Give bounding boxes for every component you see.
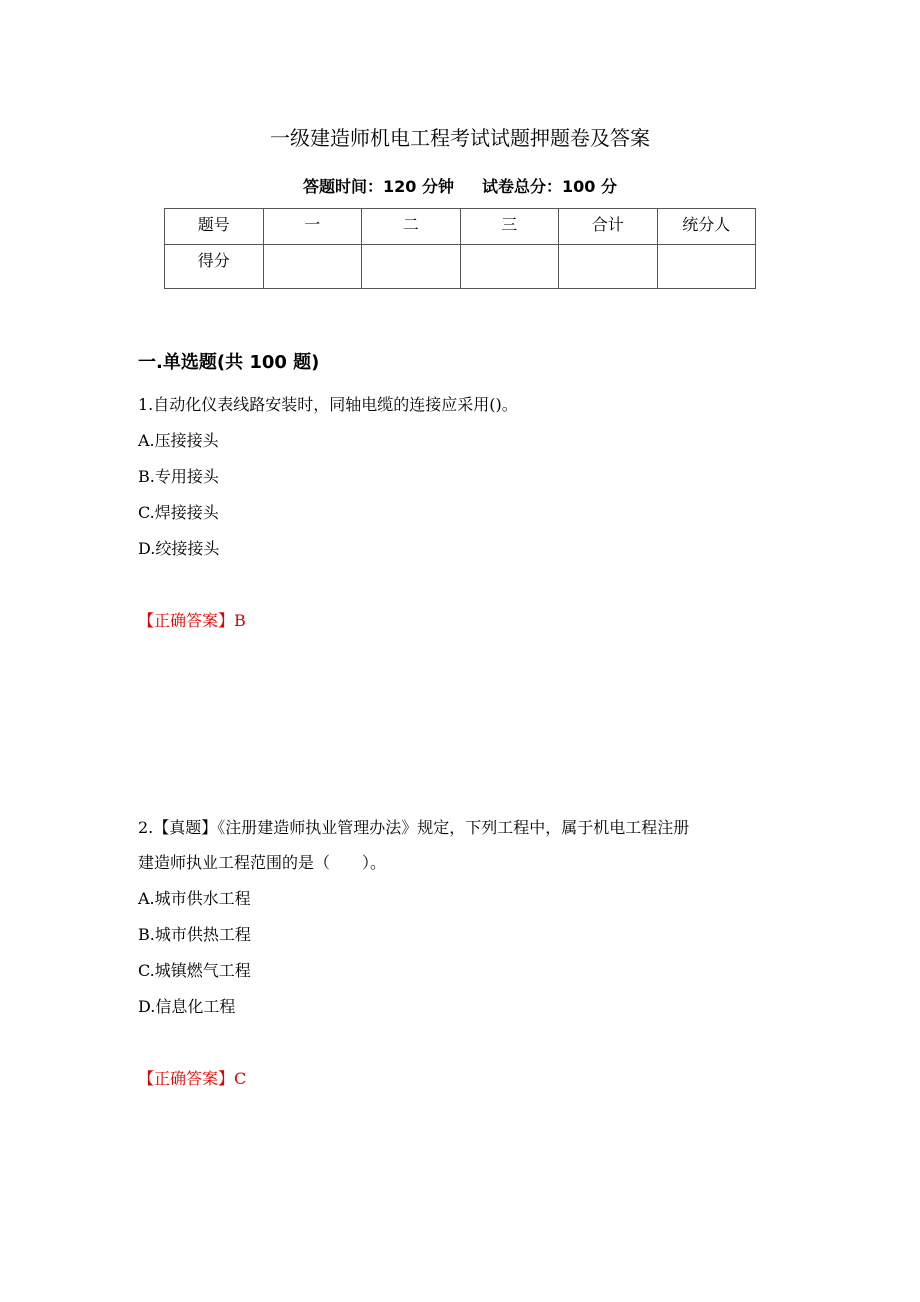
page-title: 一级建造师机电工程考试试题押题卷及答案 — [270, 126, 650, 150]
option: D.信息化工程 — [138, 997, 236, 1016]
exam-time: 答题时间：120 分钟 — [303, 177, 454, 196]
correct-answer: 【正确答案】C — [138, 1069, 247, 1088]
header-cell: 一 — [263, 209, 362, 245]
option: B.城市供热工程 — [138, 925, 251, 944]
option: A.城市供水工程 — [138, 889, 251, 908]
row-label: 得分 — [165, 245, 264, 289]
score-table-score-row — [165, 245, 756, 289]
correct-answer: 【正确答案】B — [138, 611, 246, 630]
score-table — [164, 208, 756, 289]
score-cell — [657, 245, 756, 289]
option: B.专用接头 — [138, 467, 219, 486]
header-cell: 统分人 — [657, 209, 756, 245]
exam-total-score: 试卷总分：100 分 — [482, 177, 617, 196]
score-cell — [460, 245, 559, 289]
question-stem-cont: 建造师执业工程范围的是（ ）。 — [138, 853, 387, 872]
header-cell: 合计 — [559, 209, 658, 245]
header-cell: 二 — [362, 209, 461, 245]
question-stem: 2.【真题】《注册建造师执业管理办法》规定，下列工程中，属于机电工程注册 — [138, 818, 690, 837]
score-table-header-row — [165, 209, 756, 245]
question-stem: 1.自动化仪表线路安装时，同轴电缆的连接应采用()。 — [138, 395, 518, 414]
option: C.城镇燃气工程 — [138, 961, 251, 980]
header-cell: 题号 — [165, 209, 264, 245]
score-cell — [362, 245, 461, 289]
header-cell: 三 — [460, 209, 559, 245]
exam-info — [0, 174, 920, 197]
section-heading: 一.单选题(共 100 题) — [138, 352, 320, 373]
option: A.压接接头 — [138, 431, 219, 450]
score-cell — [559, 245, 658, 289]
option: D.绞接接头 — [138, 539, 220, 558]
option: C.焊接接头 — [138, 503, 219, 522]
score-cell — [263, 245, 362, 289]
